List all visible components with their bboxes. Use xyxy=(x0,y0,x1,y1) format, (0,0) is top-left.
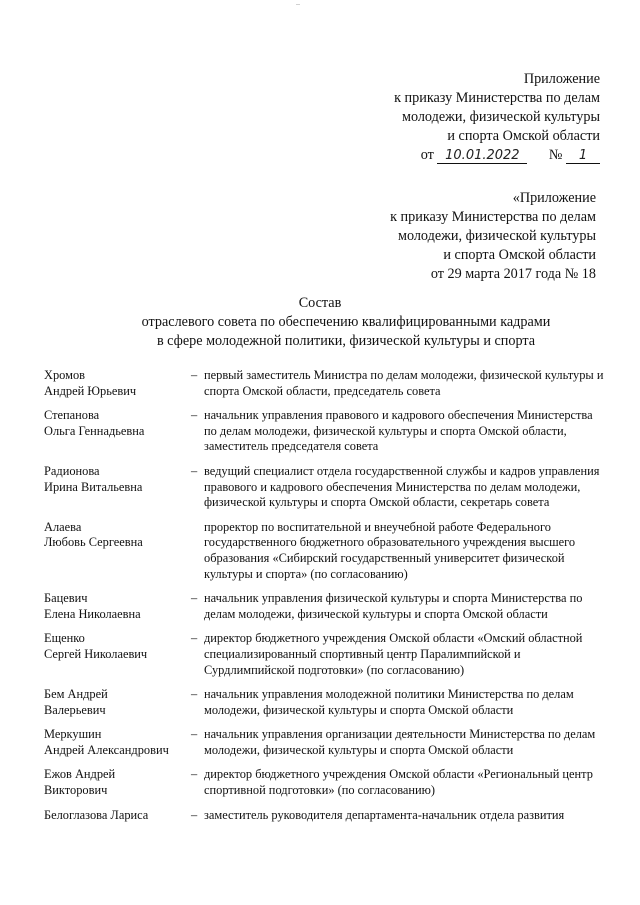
member-given-names: Валерьевич xyxy=(44,702,106,717)
appendix-line: к приказу Министерства по делам xyxy=(390,209,596,225)
member-surname: Бацевич xyxy=(44,591,88,606)
member-role: ведущий специалист отдела государственной службы и кадров управления правового и кадрового обеспечения Министерства по делам молодежи, физической культуры и спорта Омской области, секретарь совета xyxy=(204,463,600,510)
member-surname: Алаева xyxy=(44,519,82,534)
appendix-line: «Приложение xyxy=(512,190,596,206)
member-role: заместитель руководителя департамента-начальник отдела развития xyxy=(204,807,565,822)
member-surname: Радионова xyxy=(44,463,100,478)
member-dash: – xyxy=(191,687,198,702)
member-role: проректор по воспитательной и внеучебной работе Федерального государственного бюджетного образовательного учреждения высшего образования «Сибирский государственный университет физической культуры и спорта» (по согласованию) xyxy=(204,519,576,581)
member-given-names: Ольга Геннадьевна xyxy=(44,423,145,438)
member-dash: – xyxy=(191,368,198,382)
date-prefix: от xyxy=(420,147,434,163)
member-name xyxy=(44,368,184,399)
member-row xyxy=(44,767,604,798)
member-surname: Меркушин xyxy=(44,727,102,742)
member-given-names: Викторович xyxy=(44,783,108,798)
member-given-names: Любовь Сергеевна xyxy=(44,535,143,550)
member-dash: – xyxy=(191,767,198,782)
member-name xyxy=(44,727,184,758)
member-name xyxy=(44,631,184,662)
member-role: начальник управления правового и кадрового обеспечения Министерства по делам молодежи, физической культуры и спорта Омской области, заместитель председателя совета xyxy=(204,408,593,454)
appendix-line: молодежи, физической культуры xyxy=(401,109,600,125)
member-surname: Степанова xyxy=(44,408,100,423)
member-given-names: Андрей Александрович xyxy=(44,742,169,757)
member-row xyxy=(44,408,604,455)
member-role: начальник управления физической культуры и спорта Министерства по делам молодежи, физической культуры и спорта Омской области xyxy=(204,591,583,621)
appendix-line: к приказу Министерства по делам xyxy=(394,90,600,106)
date-handwritten: 10.01.2022 xyxy=(437,148,527,164)
appendix-line: и спорта Омской области xyxy=(447,128,600,144)
member-row xyxy=(44,631,604,678)
members-list xyxy=(44,368,604,823)
member-name xyxy=(44,408,184,439)
appendix-line: Приложение xyxy=(523,71,600,87)
member-dash: – xyxy=(191,591,198,606)
member-row xyxy=(44,520,604,582)
member-surname: Белоглазова Лариса xyxy=(44,807,149,822)
member-row xyxy=(44,464,604,511)
appendix-previous xyxy=(390,189,596,284)
member-role: первый заместитель Министра по делам молодежи, физической культуры и спорта Омской области, председатель совета xyxy=(204,368,604,398)
member-given-names: Сергей Николаевич xyxy=(44,646,148,661)
member-name xyxy=(44,464,184,495)
appendix-date-line xyxy=(394,146,600,165)
member-name xyxy=(44,687,184,718)
member-dash: – xyxy=(191,727,198,742)
member-row xyxy=(44,727,604,758)
member-dash: – xyxy=(191,807,198,822)
member-row xyxy=(44,368,604,399)
member-role: начальник управления организации деятельности Министерства по делам молодежи, физической культуры и спорта Омской области xyxy=(204,727,596,757)
appendix-line: молодежи, физической культуры xyxy=(397,228,596,244)
appendix-line: от 29 марта 2017 года № 18 xyxy=(430,266,596,282)
header-mark: .. xyxy=(296,0,300,7)
member-name xyxy=(44,808,184,824)
member-row xyxy=(44,591,604,622)
member-surname: Бем Андрей xyxy=(44,687,108,702)
member-given-names: Елена Николаевна xyxy=(44,606,141,621)
member-given-names: Андрей Юрьевич xyxy=(44,383,137,398)
member-dash: – xyxy=(191,463,198,478)
member-surname: Хромов xyxy=(44,368,85,382)
member-row xyxy=(44,687,604,718)
appendix-current xyxy=(394,70,600,165)
title-line: отраслевого совета по обеспечению квалифицированными кадрами xyxy=(141,314,551,330)
number-label: № xyxy=(548,147,563,163)
member-name xyxy=(44,591,184,622)
member-surname: Ещенко xyxy=(44,631,85,646)
member-surname: Ежов Андрей xyxy=(44,767,116,782)
appendix-line: и спорта Омской области xyxy=(443,247,596,263)
title-line: Состав xyxy=(298,295,342,311)
member-role: директор бюджетного учреждения Омской области «Региональный центр спортивной подготовки» (по согласованию) xyxy=(204,767,593,798)
member-dash: – xyxy=(191,631,198,646)
member-name xyxy=(44,520,184,551)
title-line: в сфере молодежной политики, физической культуры и спорта xyxy=(156,333,536,349)
member-name xyxy=(44,767,184,798)
member-role: начальник управления молодежной политики Министерства по делам молодежи, физической культуры и спорта Омской области xyxy=(204,687,574,717)
member-role: директор бюджетного учреждения Омской области «Омский областной специализированный спортивный центр Паралимпийской и Сурдлимпийской подготовки» (по согласованию) xyxy=(204,631,583,677)
member-row xyxy=(44,808,604,824)
number-handwritten: 1 xyxy=(566,148,600,164)
document-title xyxy=(0,294,640,351)
member-dash: – xyxy=(191,408,198,423)
member-given-names: Ирина Витальевна xyxy=(44,479,143,494)
